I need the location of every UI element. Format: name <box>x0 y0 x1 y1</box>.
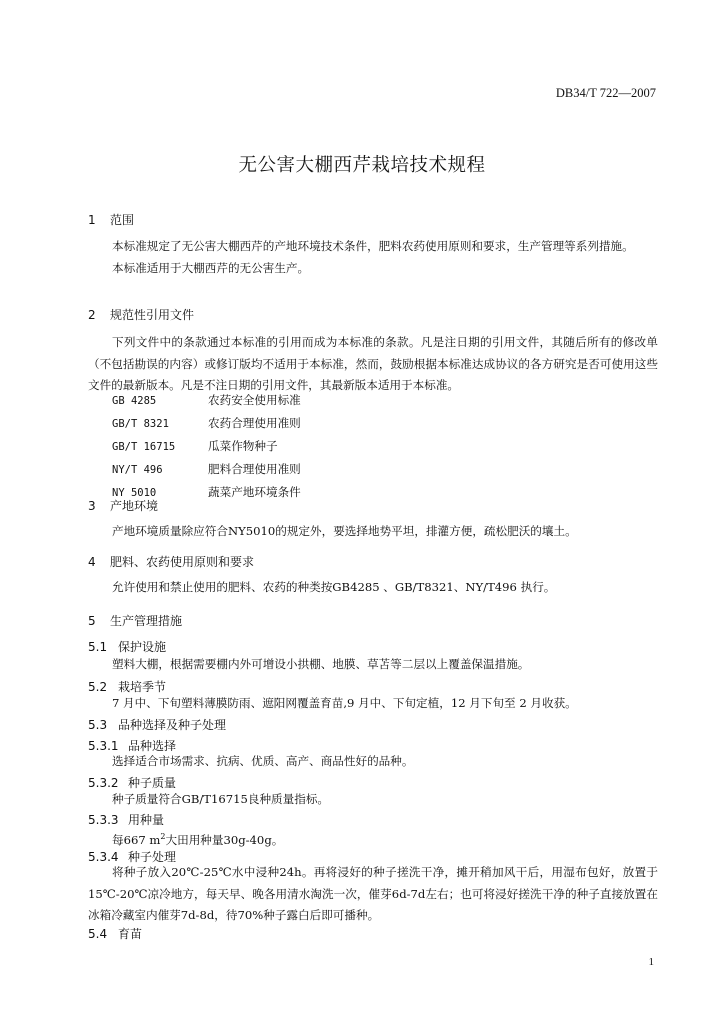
section-title: 用种量 <box>128 813 165 827</box>
reference-name: 农药合理使用准则 <box>208 415 301 430</box>
section-2-body <box>88 332 658 397</box>
reference-item <box>112 459 301 482</box>
subsection-5-3-4-body <box>88 862 658 927</box>
reference-code: GB/T 16715 <box>112 440 176 453</box>
section-title: 保护设施 <box>118 640 167 654</box>
section-title: 规范性引用文件 <box>110 308 195 322</box>
page-number: 1 <box>648 956 654 968</box>
reference-name: 瓜菜作物种子 <box>208 438 278 453</box>
subsection-5-3-1-body: 选择适合市场需求、抗病、优质、高产、商品性好的品种。 <box>112 754 414 768</box>
paragraph: 将种子放入20℃-25℃水中浸种24h。再将浸好的种子搓洗干净，摊开稍加风干后，用湿布包好，放置于15℃-20℃凉冷地方，每天早、晚各用清水淘洗一次，催芽6d-7d左右；也可将浸好搓洗干净的种子直接放置在冰箱冷藏室内催芽7d-8d，待70%种子露白后即可播种。 <box>88 865 658 922</box>
paragraph: 本标准规定了无公害大棚西芹的产地环境技术条件，肥料农药使用原则和要求，生产管理等系列措施。 <box>112 239 634 253</box>
subsection-heading-5-3 <box>88 716 226 733</box>
section-number: 5.4 <box>88 927 108 941</box>
section-heading-2 <box>88 306 194 323</box>
section-4-body <box>88 577 658 599</box>
section-number: 3 <box>88 499 96 513</box>
paragraph: 产地环境质量除应符合NY5010的规定外，要选择地势平坦，排灌方便，疏松肥沃的壤土。 <box>112 524 577 538</box>
text-fragment: 大田用种量30g-40g。 <box>165 832 284 847</box>
reference-code: NY/T 496 <box>112 463 163 476</box>
section-1-body <box>88 236 658 279</box>
reference-name: 肥料合理使用准则 <box>208 461 301 476</box>
section-number: 1 <box>88 213 96 227</box>
paragraph: 下列文件中的条款通过本标准的引用而成为本标准的条款。凡是注日期的引用文件，其随后所有的修改单（不包括勘误的内容）或修订版均不适用于本标准，然而，鼓励根据本标准达成协议的各方研究是否可使用这些文件的最新版本。凡是不注日期的引用文件，其最新版本适用于本标准。 <box>88 335 658 392</box>
section-number: 5.3.1 <box>88 739 119 753</box>
section-number: 5.3.2 <box>88 776 119 790</box>
text-fragment: 每667 m <box>112 832 161 847</box>
reference-code: NY 5010 <box>112 486 157 499</box>
subsection-heading-5-1 <box>88 638 166 655</box>
section-number: 5 <box>88 614 96 628</box>
section-title: 品种选择 <box>128 739 177 753</box>
reference-item <box>112 390 301 413</box>
reference-code: GB/T 8321 <box>112 417 169 430</box>
reference-name: 农药安全使用标准 <box>208 393 301 407</box>
section-title: 肥料、农药使用原则和要求 <box>110 555 255 569</box>
reference-name: 蔬菜产地环境条件 <box>208 484 301 499</box>
superscript: 2 <box>160 832 166 841</box>
paragraph: 允许使用和禁止使用的肥料、农药的种类按GB4285 、GB/T8321、NY/T496 执行。 <box>112 580 556 594</box>
section-heading-1 <box>88 211 134 228</box>
section-title: 种子质量 <box>128 776 177 790</box>
section-number: 5.1 <box>88 640 108 654</box>
section-number: 5.3.3 <box>88 813 119 827</box>
section-heading-5 <box>88 612 182 629</box>
section-number: 2 <box>88 308 96 322</box>
subsection-5-2-body: 7 月中、下旬塑料薄膜防雨、遮阳网覆盖育苗,9 月中、下旬定植，12 月下旬至 2 月收获。 <box>112 696 577 710</box>
reference-code: GB 4285 <box>112 395 157 407</box>
section-number: 5.3.4 <box>88 850 119 864</box>
paragraph: 本标准适用于大棚西芹的无公害生产。 <box>112 260 310 275</box>
section-title: 品种选择及种子处理 <box>118 718 227 732</box>
subsection-heading-5-4 <box>88 925 142 942</box>
section-title: 范围 <box>110 213 135 227</box>
section-title: 种子处理 <box>128 850 177 864</box>
section-title: 生产管理措施 <box>110 614 183 628</box>
section-title: 产地环境 <box>110 499 159 513</box>
subsection-5-3-2-body: 种子质量符合GB/T16715良种质量指标。 <box>112 792 330 806</box>
reference-item <box>112 413 301 436</box>
section-number: 4 <box>88 555 96 569</box>
document-code: DB34/T 722—2007 <box>555 86 656 100</box>
reference-list <box>112 390 301 505</box>
section-title: 育苗 <box>118 927 143 941</box>
section-3-body <box>88 521 658 543</box>
section-title: 栽培季节 <box>118 680 167 694</box>
document-title: 无公害大棚西芹栽培技术规程 <box>238 155 486 176</box>
section-heading-4 <box>88 553 254 570</box>
subsection-5-1-body: 塑料大棚，根据需要棚内外可增设小拱棚、地膜、草苫等二层以上覆盖保温措施。 <box>112 657 530 671</box>
reference-item <box>112 436 301 459</box>
section-number: 5.2 <box>88 680 108 694</box>
section-number: 5.3 <box>88 718 108 732</box>
section-heading-3 <box>88 497 158 514</box>
